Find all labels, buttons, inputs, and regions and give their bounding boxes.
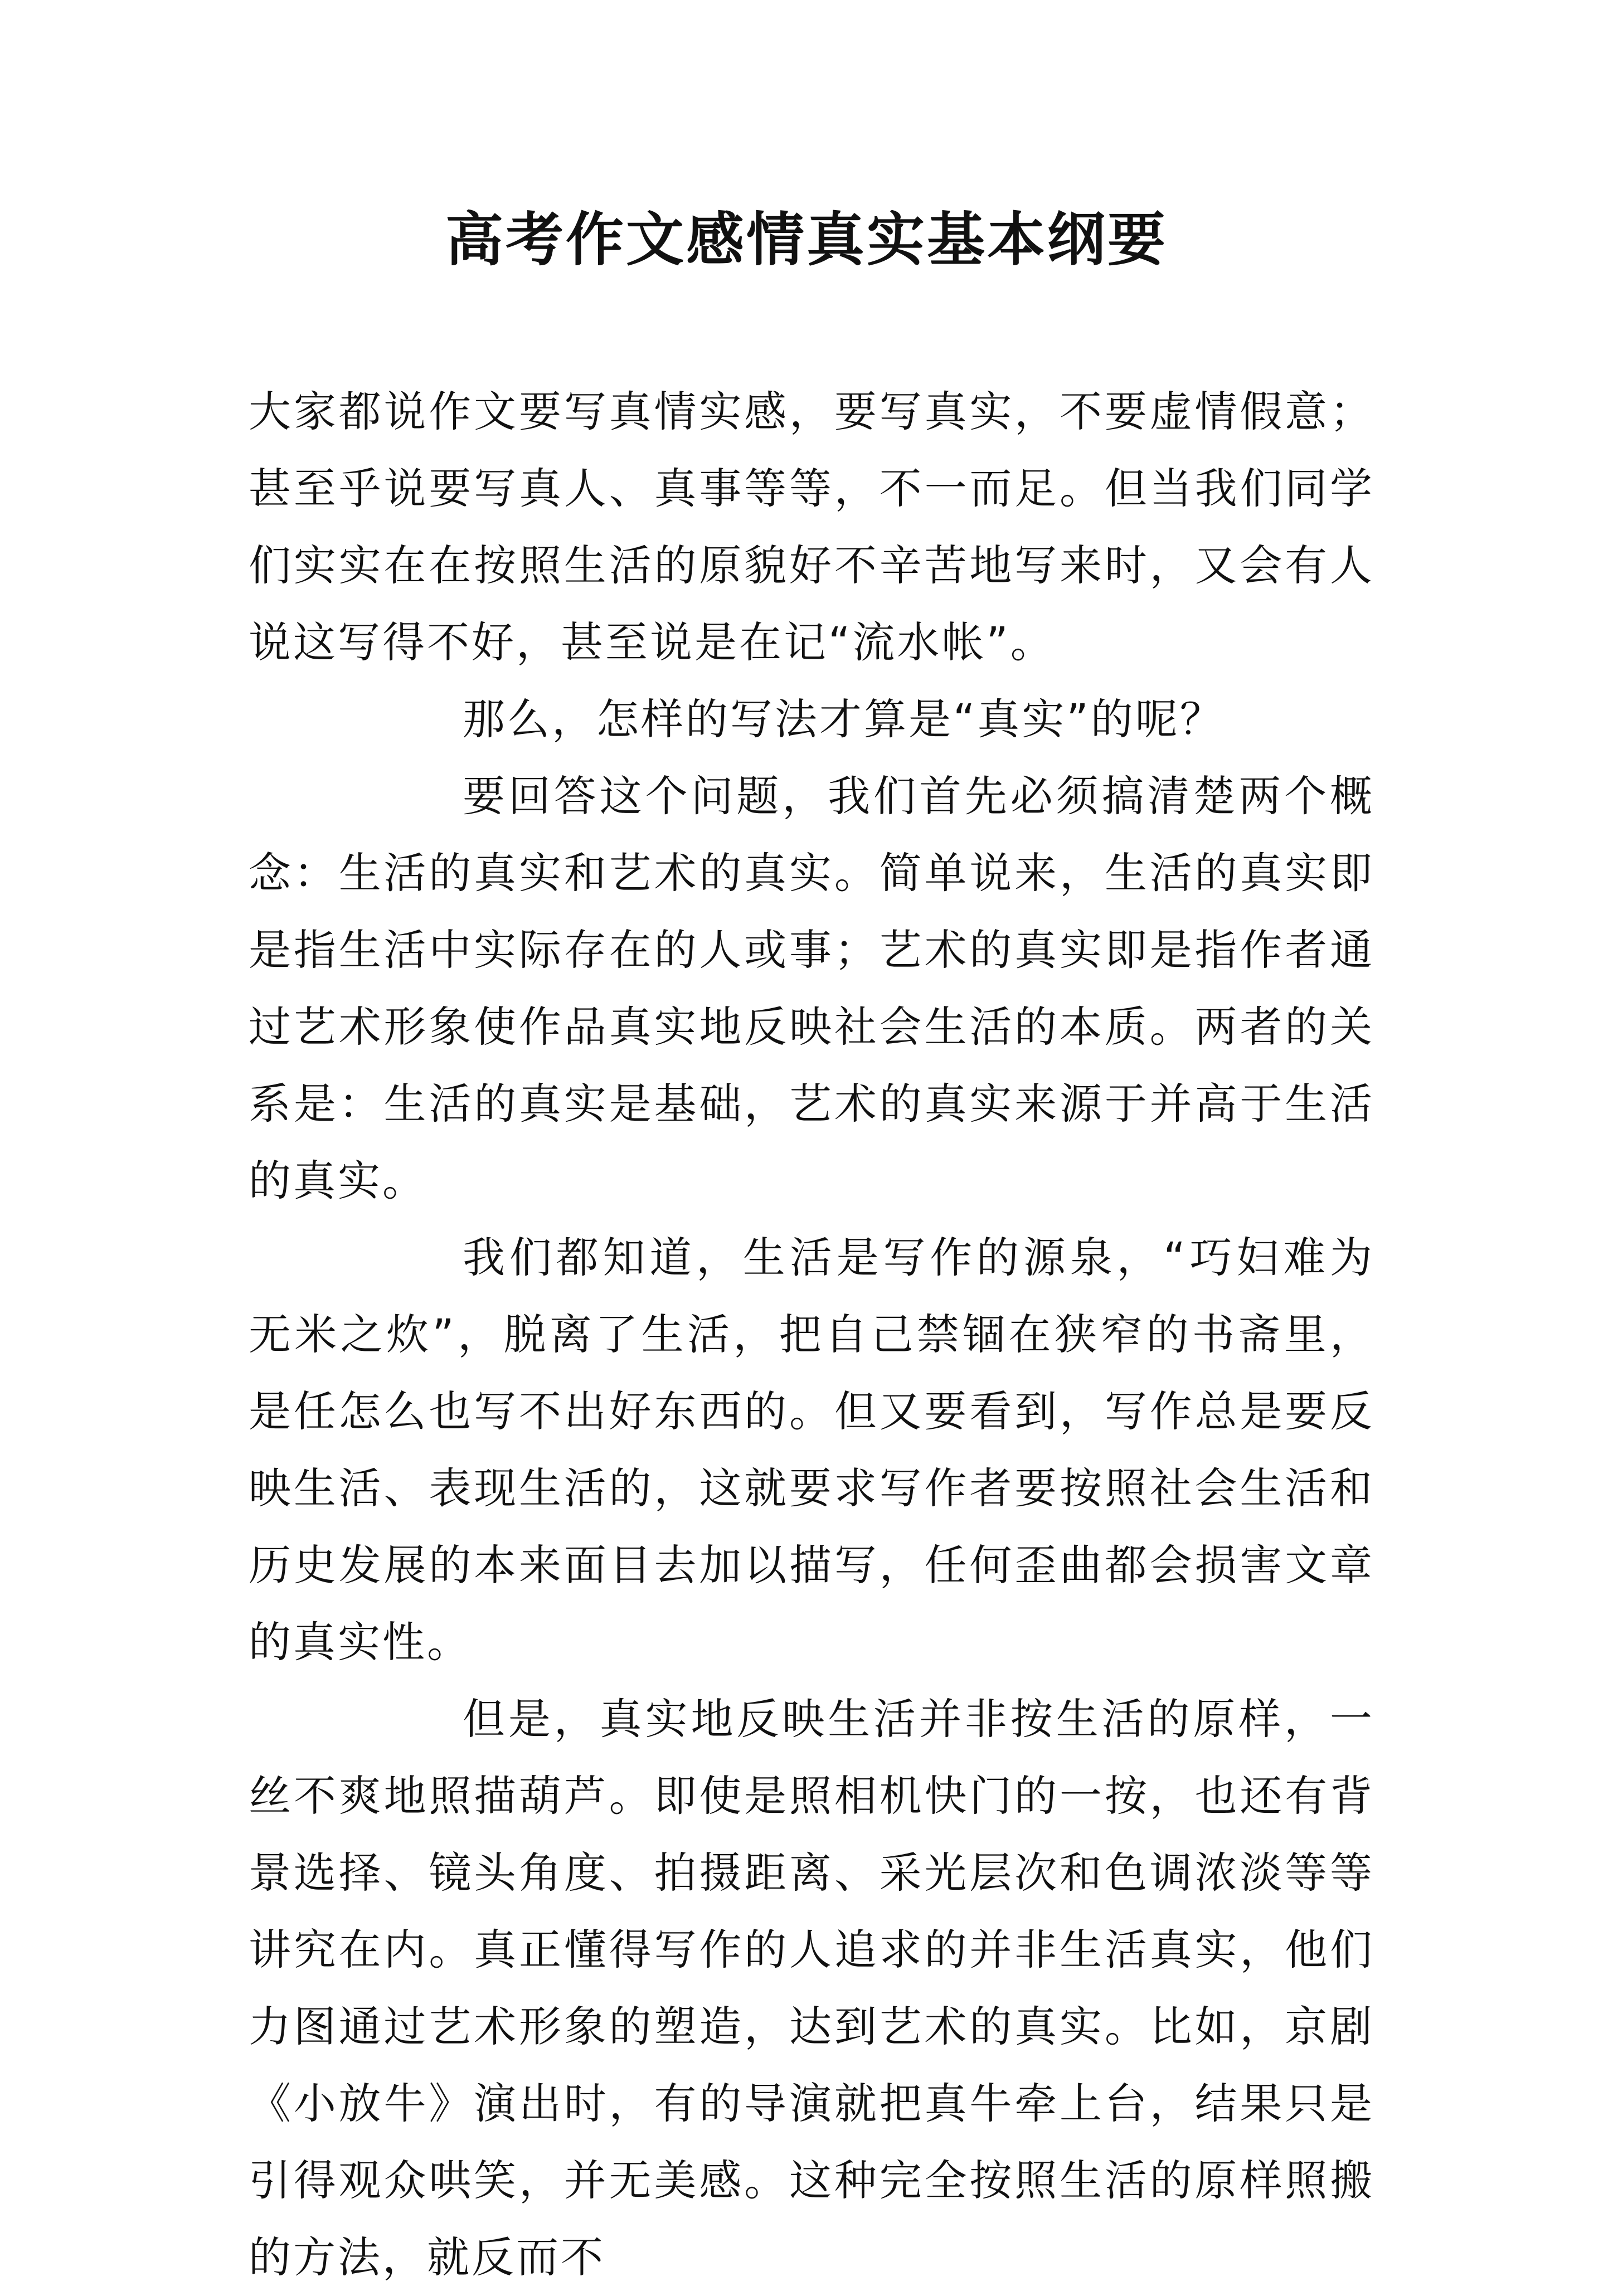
paragraph-1: 大家都说作文要写真情实感，要写真实，不要虚情假意；甚至乎说要写真人、真事等等，不一而足。但当我们同学们实实在在按照生活的原貌好不辛苦地写来时，又会有人说这写得不好，甚至说是在记“流水帐”。 [249, 387, 1374, 667]
paragraph-3: 要回答这个问题，我们首先必须搞清楚两个概念：生活的真实和艺术的真实。简单说来，生活的真实即是指生活中实际存在的人或事；艺术的真实即是指作者通过艺术形象使作品真实地反映社会生活的本质。两者的关系是：生活的真实是基础，艺术的真实来源于并高于生活的真实。 [249, 771, 1374, 1205]
document-title: 高考作文感情真实基本纲要 [445, 205, 1168, 274]
paragraph-5: 但是，真实地反映生活并非按生活的原样，一丝不爽地照描葫芦。即使是照相机快门的一按，也还有背景选择、镜头角度、拍摄距离、采光层次和色调浓淡等等讲究在内。真正懂得写作的人追求的并非生活真实，他们力图通过艺术形象的塑造，达到艺术的真实。比如，京剧《小放牛》演出时，有的导演就把真牛牵上台，结果只是引得观众哄笑，并无美感。这种完全按照生活的原样照搬的方法，就反而不 [249, 1694, 1374, 2282]
paragraph-4: 我们都知道，生活是写作的源泉，“巧妇难为无米之炊”，脱离了生活，把自己禁锢在狭窄的书斋里，是任怎么也写不出好东西的。但又要看到，写作总是要反映生活、表现生活的，这就要求写作者要按照社会生活和历史发展的本来面目去加以描写，任何歪曲都会损害文章的真实性。 [249, 1233, 1374, 1667]
document-body [249, 373, 1374, 2296]
paragraph-2: 那么，怎样的写法才算是“真实”的呢？ [463, 694, 1225, 744]
